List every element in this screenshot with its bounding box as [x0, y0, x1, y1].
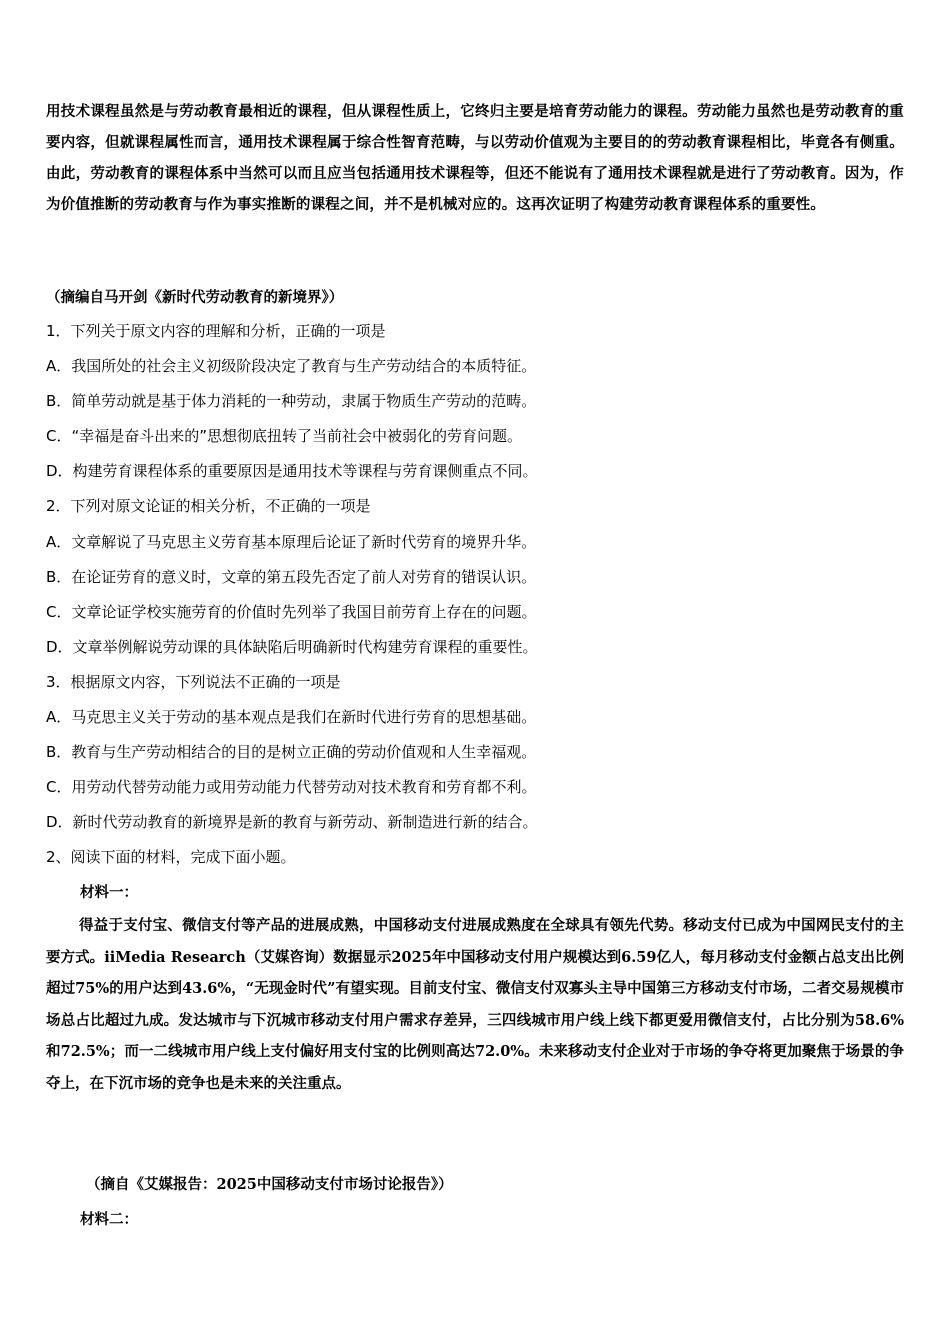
question-1-stem: 1．下列关于原文内容的理解和分析，正确的一项是: [46, 322, 386, 340]
question-2-option-b: B．在论证劳育的意义时，文章的第五段先否定了前人对劳育的错误认识。: [46, 568, 537, 586]
question-1-option-a: A．我国所处的社会主义初级阶段决定了教育与生产劳动结合的本质特征。: [46, 357, 537, 375]
question-3-option-d: D．新时代劳动教育的新境界是新的教育与新劳动、新制造进行新的结合。: [46, 813, 538, 831]
question-2-stem: 2．下列对原文论证的相关分析，不正确的一项是: [46, 497, 371, 515]
question-2-option-d: D．文章举例解说劳动课的具体缺陷后明确新时代构建劳育课程的重要性。: [46, 638, 538, 656]
section-2-heading: 2、阅读下面的材料，完成下面小题。: [46, 848, 296, 866]
material-1-source: （摘自《艾媒报告：2025中国移动支付市场讨论报告》）: [86, 1176, 453, 1193]
question-3-stem: 3．根据原文内容，下列说法不正确的一项是: [46, 673, 341, 691]
question-3-option-b: B．教育与生产劳动相结合的目的是树立正确的劳动价值观和人生幸福观。: [46, 743, 537, 761]
material-2-label: 材料二：: [80, 1211, 138, 1228]
passage-paragraph: 用技术课程虽然是与劳动教育最相近的课程，但从课程性质上，它终归主要是培育劳动能力的课程。劳动能力虽然也是劳动教育的重要内容，但就课程属性而言，通用技术课程属于综合性智育范畴，与以劳动价值观为主要目的的劳动教育课程相比，毕竟各有侧重。由此，劳动教育的课程体系中当然可以而且应当包括通用技术课程等，但还不能说有了通用技术课程就是进行了劳动教育。因为，作为价值推断的劳动教育与作为事实推断的课程之间，并不是机械对应的。这再次证明了构建劳动教育课程体系的重要性。: [46, 103, 904, 213]
question-3-option-c: C．用劳动代替劳动能力或用劳动能力代替劳动对技术教育和劳育都不利。: [46, 778, 537, 796]
question-1-option-c: C．“幸福是奋斗出来的”思想彻底扭转了当前社会中被弱化的劳育问题。: [46, 427, 523, 445]
material-1-paragraph: 得益于支付宝、微信支付等产品的进展成熟，中国移动支付进展成熟度在全球具有领先代势。移动支付已成为中国网民支付的主要方式。iiMedia Research（艾媒咨询）数据显示2025年中国移动支付用户规模达到6.59亿人，每月移动支付金额占总支出比例超过75%的用户达到43.6%，“无现金时代”有望实现。目前支付宝、微信支付双寡头主导中国第三方移动支付市场，二者交易规模市场总占比超过九成。发达城市与下沉城市移动支付用户需求存差异，三四线城市用户线上线下都更爱用微信支付，占比分别为58.6%和72.5%；而一二线城市用户线上支付偏好用支付宝的比例则高达72.0%。未来移动支付企业对于市场的争夺将更加聚焦于场景的争夺上，在下沉市场的竞争也是未来的关注重点。: [46, 917, 904, 1092]
question-1-option-d: D．构建劳育课程体系的重要原因是通用技术等课程与劳育课侧重点不同。: [46, 462, 538, 480]
question-2-option-a: A．文章解说了马克思主义劳育基本原理后论证了新时代劳育的境界升华。: [46, 533, 537, 551]
material-1-body: [46, 910, 904, 1099]
material-1-label: 材料一：: [80, 884, 138, 901]
question-3-option-a: A．马克思主义关于劳动的基本观点是我们在新时代进行劳育的思想基础。: [46, 708, 537, 726]
question-2-option-c: C．文章论证学校实施劳育的价值时先列举了我国目前劳育上存在的问题。: [46, 603, 537, 621]
question-1-option-b: B．简单劳动就是基于体力消耗的一种劳动，隶属于物质生产劳动的范畴。: [46, 392, 537, 410]
passage-source: （摘编自马开剑《新时代劳动教育的新境界》）: [46, 289, 344, 306]
